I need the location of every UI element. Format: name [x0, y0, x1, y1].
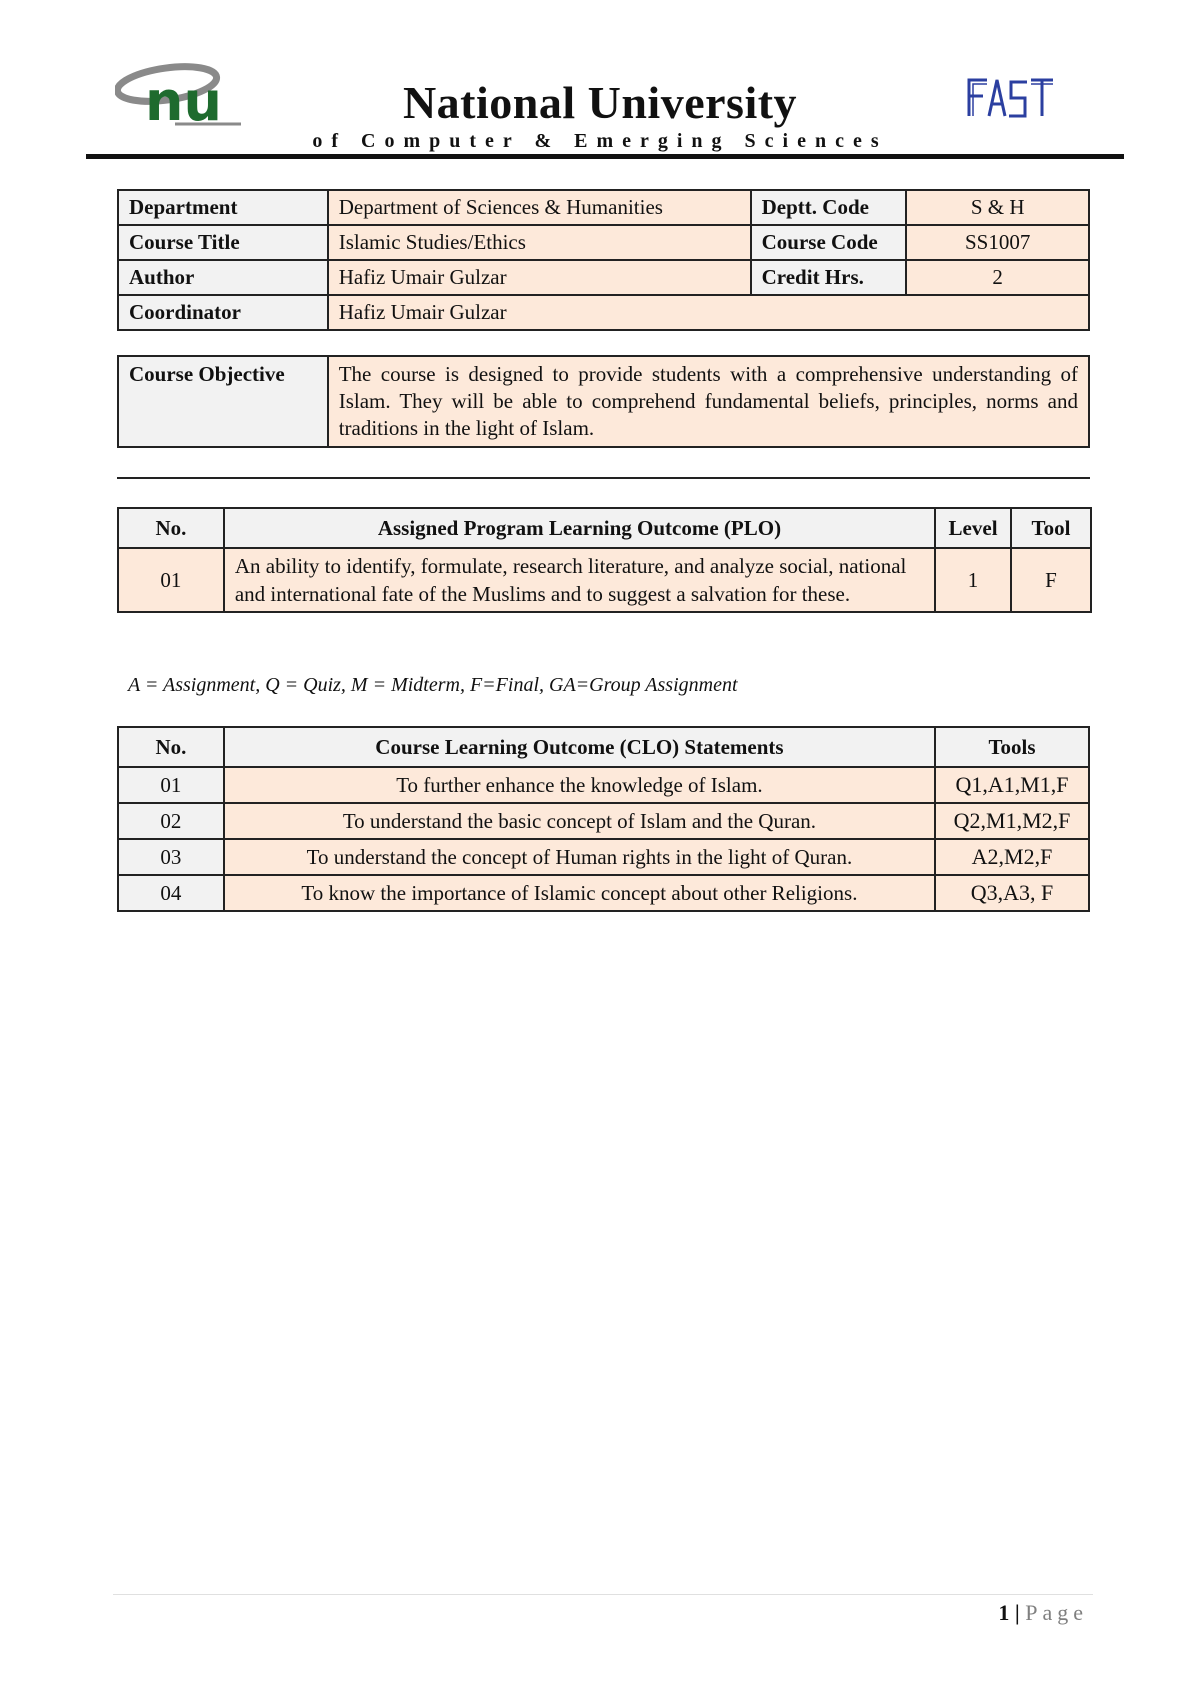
course-code-value: SS1007	[906, 225, 1089, 260]
plo-outcome: An ability to identify, formulate, research literature, and analyze social, national and international fate of the Muslims and to suggest a salvation for these.	[224, 548, 935, 612]
deptt-code-value: S & H	[906, 190, 1089, 225]
department-label: Department	[118, 190, 328, 225]
clo-header-statement: Course Learning Outcome (CLO) Statements	[224, 727, 935, 767]
clo-tools: A2,M2,F	[935, 839, 1089, 875]
author-value: Hafiz Umair Gulzar	[328, 260, 751, 295]
table-row	[118, 767, 1089, 803]
clo-table	[117, 726, 1090, 912]
footer-rule	[113, 1594, 1093, 1595]
page-footer	[998, 1600, 1088, 1626]
plo-tool: F	[1011, 548, 1091, 612]
plo-level: 1	[935, 548, 1011, 612]
table-row	[118, 548, 1091, 612]
table-header-row	[118, 727, 1089, 767]
table-row	[118, 356, 1089, 447]
university-subtitle: of Computer & Emerging Sciences	[312, 130, 888, 152]
university-title: National University	[402, 77, 798, 128]
clo-no: 02	[118, 803, 224, 839]
clo-header-tools: Tools	[935, 727, 1089, 767]
clo-header-no: No.	[118, 727, 224, 767]
page-label: Page	[1025, 1600, 1088, 1625]
coordinator-value: Hafiz Umair Gulzar	[328, 295, 1089, 330]
credit-hrs-value: 2	[906, 260, 1089, 295]
course-objective-label: Course Objective	[118, 356, 328, 447]
course-objective-table	[117, 355, 1090, 448]
table-row	[118, 225, 1089, 260]
table-row	[118, 875, 1089, 911]
department-value: Department of Sciences & Humanities	[328, 190, 751, 225]
table-row	[118, 839, 1089, 875]
course-code-label: Course Code	[751, 225, 907, 260]
fast-logo	[965, 76, 1055, 120]
plo-header-no: No.	[118, 508, 224, 548]
clo-statement: To further enhance the knowledge of Islam.	[224, 767, 935, 803]
svg-text:nu: nu	[145, 70, 222, 130]
course-objective-text: The course is designed to provide students with a comprehensive understanding of Islam. They will be able to comprehend fundamental beliefs, principles, norms and traditions in the light of Islam.	[328, 356, 1089, 447]
header-rule	[86, 154, 1124, 159]
clo-no: 03	[118, 839, 224, 875]
course-title-label: Course Title	[118, 225, 328, 260]
table-header-row	[118, 508, 1091, 548]
author-label: Author	[118, 260, 328, 295]
table-row	[118, 803, 1089, 839]
table-row	[118, 295, 1089, 330]
page-number: 1	[998, 1600, 1010, 1625]
clo-tools: Q1,A1,M1,F	[935, 767, 1089, 803]
clo-tools: Q2,M1,M2,F	[935, 803, 1089, 839]
clo-statement: To understand the concept of Human rights in the light of Quran.	[224, 839, 935, 875]
plo-table	[117, 507, 1092, 613]
table-row	[118, 260, 1089, 295]
coordinator-label: Coordinator	[118, 295, 328, 330]
plo-header-tool: Tool	[1011, 508, 1091, 548]
table-row	[118, 190, 1089, 225]
credit-hrs-label: Credit Hrs.	[751, 260, 907, 295]
clo-no: 01	[118, 767, 224, 803]
plo-no: 01	[118, 548, 224, 612]
section-divider	[117, 477, 1090, 479]
course-info-table	[117, 189, 1090, 331]
clo-tools: Q3,A3, F	[935, 875, 1089, 911]
course-title-value: Islamic Studies/Ethics	[328, 225, 751, 260]
clo-statement: To understand the basic concept of Islam and the Quran.	[224, 803, 935, 839]
clo-no: 04	[118, 875, 224, 911]
clo-statement: To know the importance of Islamic concept about other Religions.	[224, 875, 935, 911]
plo-header-outcome: Assigned Program Learning Outcome (PLO)	[224, 508, 935, 548]
assessment-legend: A = Assignment, Q = Quiz, M = Midterm, F=Final, GA=Group Assignment	[128, 674, 738, 696]
deptt-code-label: Deptt. Code	[751, 190, 907, 225]
plo-header-level: Level	[935, 508, 1011, 548]
footer-separator: |	[1014, 1600, 1020, 1625]
